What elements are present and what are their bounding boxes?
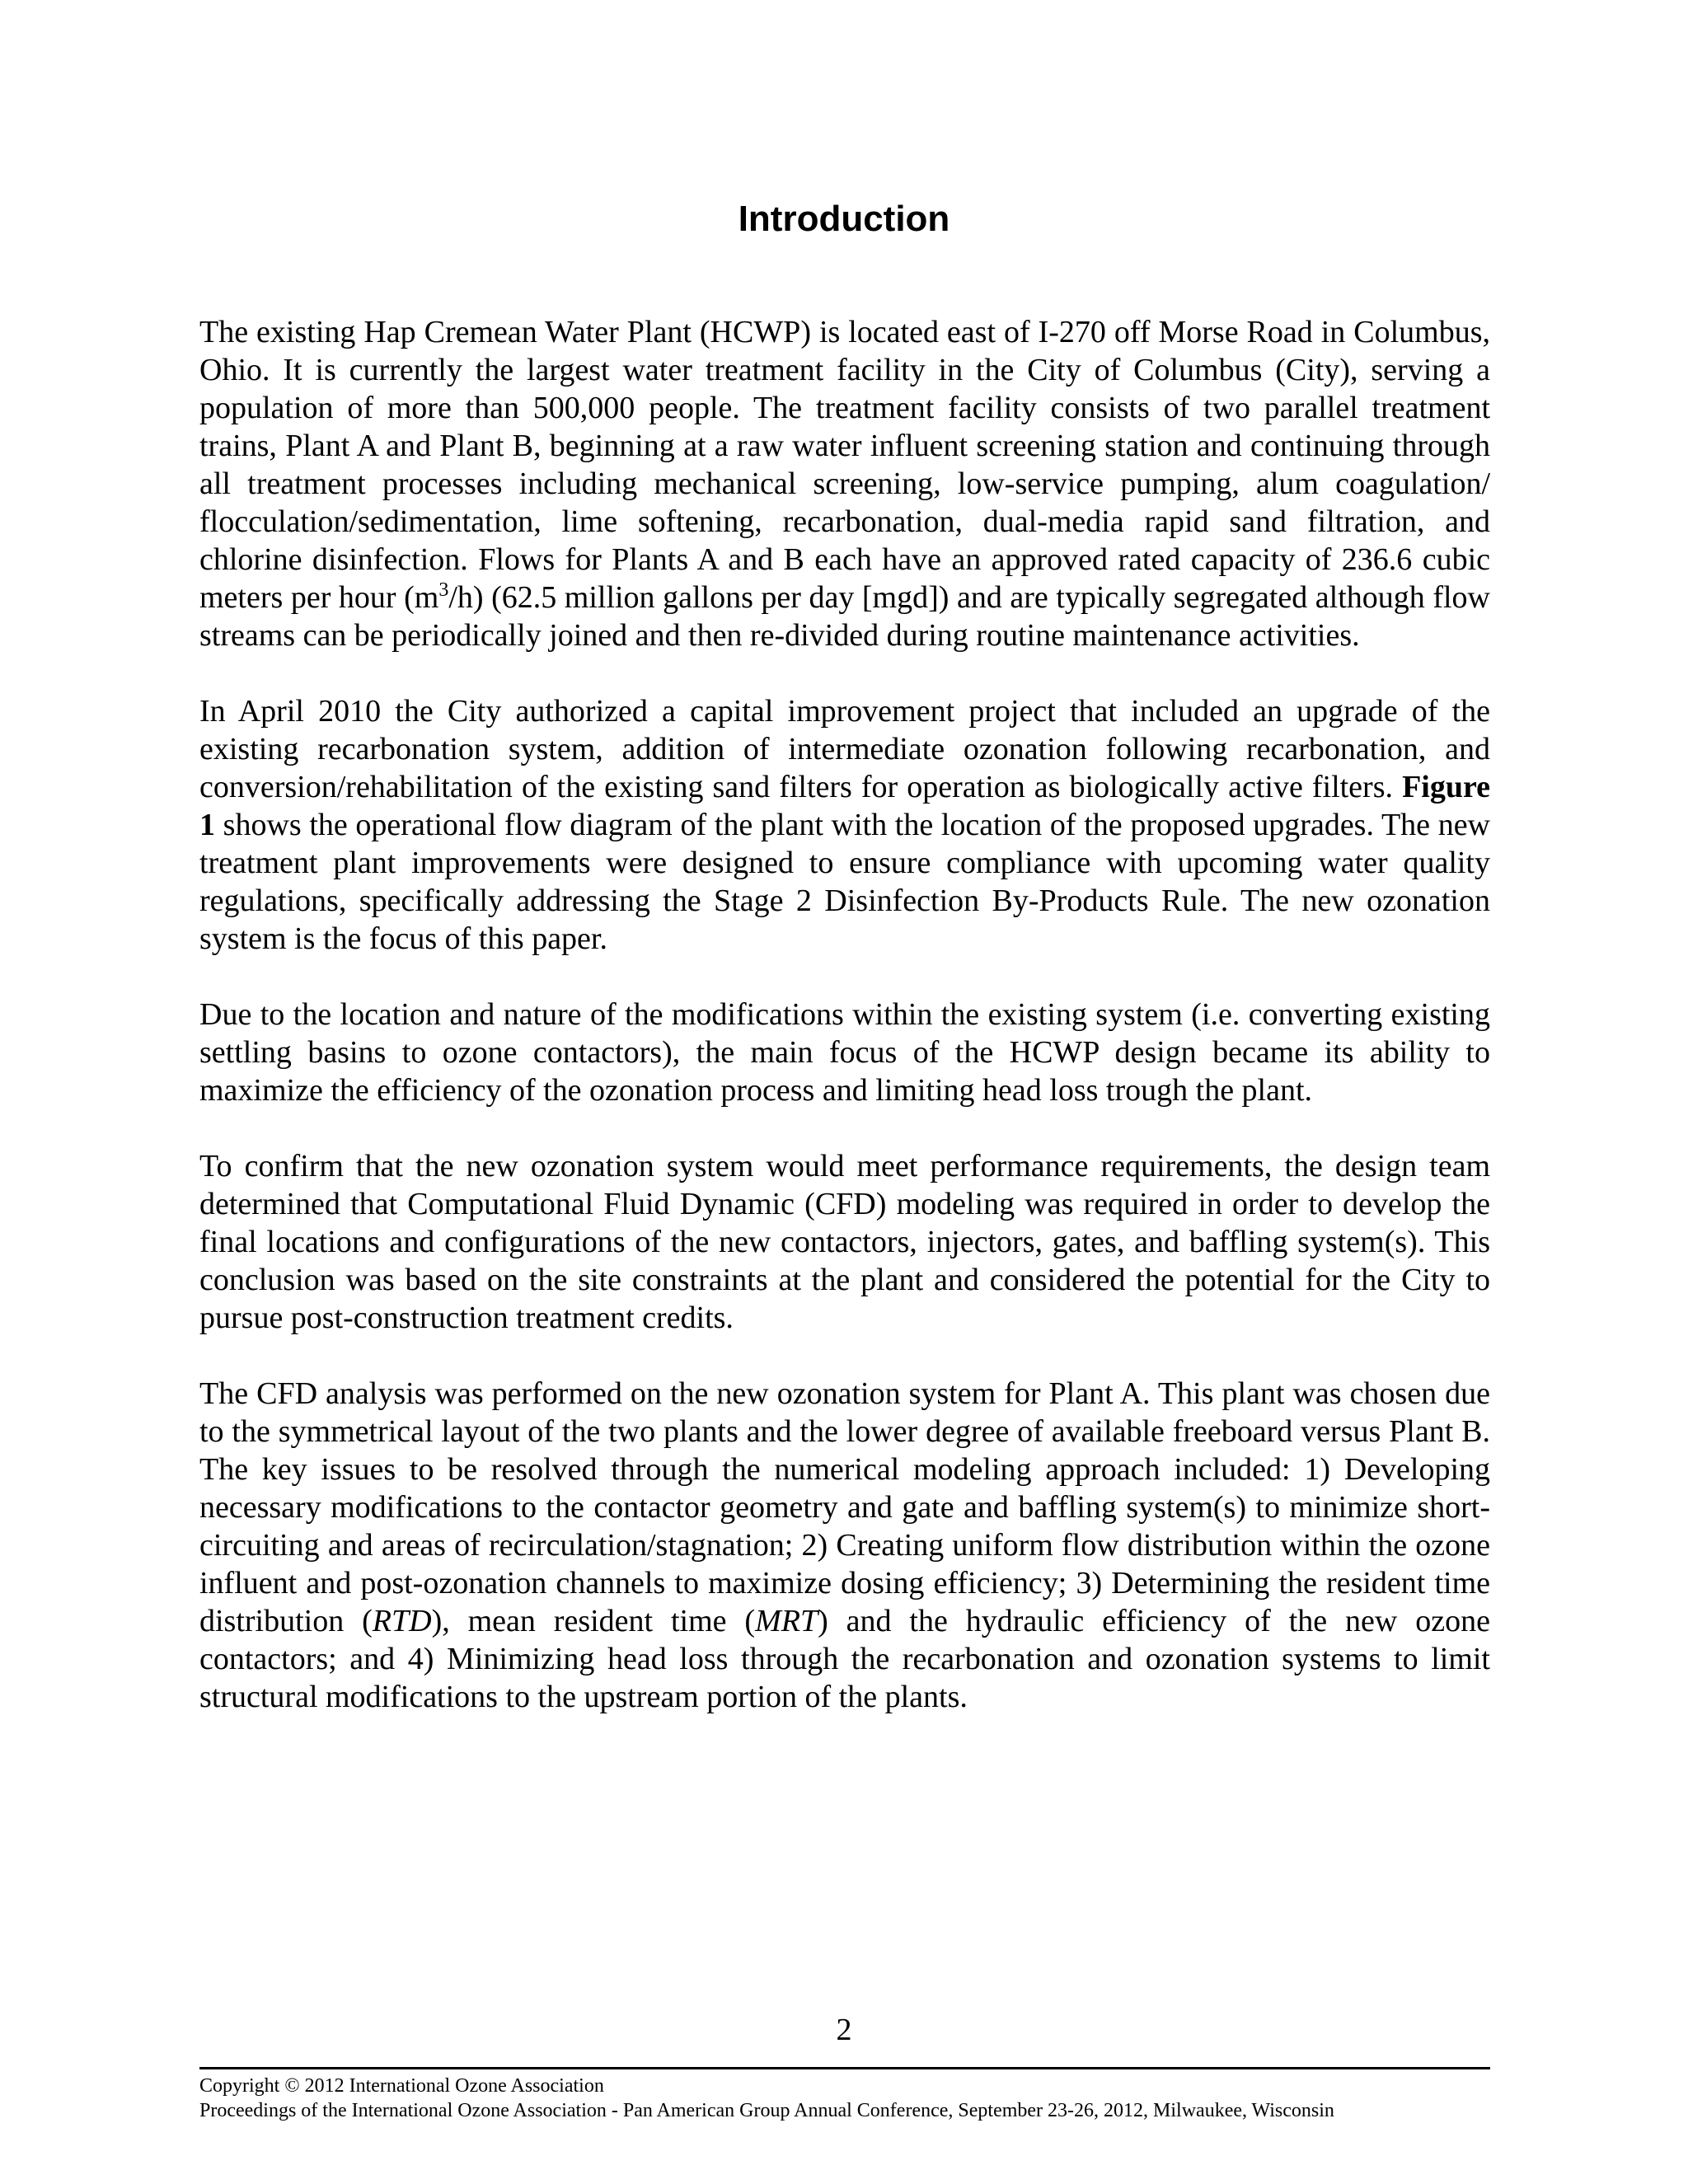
footer-proceedings: Proceedings of the International Ozone Association - Pan American Group Annual Conference, September 23-26, 2012, Milwaukee, Wisconsin	[199, 2100, 1334, 2121]
figure-reference: Figure 1	[199, 770, 1491, 842]
superscript-3: 3	[438, 579, 449, 601]
mrt-term: MRT	[755, 1604, 818, 1638]
paragraph-3	[199, 996, 1490, 1109]
paragraph-2-text-after: shows the operational flow diagram of the plant with the location of the proposed upgrades. The new treatment plant improvements were designed to ensure compliance with upcoming water quality regulations, specifically addressing the Stage 2 Disinfection By-Products Rule. The new ozonation system is the focus of this paper.	[199, 808, 1490, 956]
paragraph-3-text: Due to the location and nature of the modifications within the existing system (i.e. converting existing settling basins to ozone contactors), the main focus of the HCWP design became its ability to maximize the efficiency of the ozonation process and limiting head loss trough the plant.	[199, 997, 1490, 1108]
page-number: 2	[836, 2013, 852, 2047]
paragraph-4	[199, 1147, 1490, 1337]
footer	[199, 2074, 1535, 2123]
footer-copyright: Copyright © 2012 International Ozone Association	[199, 2075, 604, 2097]
paragraph-5-text: The CFD analysis was performed on the new ozonation system for Plant A. This plant was chosen due to the symmetrical layout of the two plants and the lower degree of available freeboard versus Plant B. The key issues to be resolved through the numerical modeling approach included: 1) Developing necessary modifications to the contactor geometry and gate and baffling system(s) to minimize short-circuiting and areas of recirculation/stagnation; 2) Creating uniform flow distribution within the ozone influent and post-ozonation channels to maximize dosing efficiency; 3) Determining the resident time distribution (	[199, 1376, 1490, 1638]
section-heading: Introduction	[738, 199, 950, 239]
paragraph-5	[199, 1375, 1490, 1716]
paragraph-4-text: To confirm that the new ozonation system would meet performance requirements, the design team determined that Computational Fluid Dynamic (CFD) modeling was required in order to develop the final locations and configurations of the new contactors, injectors, gates, and baffling system(s). This conclusion was based on the site constraints at the plant and considered the potential for the City to pursue post-construction treatment credits.	[199, 1149, 1490, 1335]
footer-divider	[199, 2067, 1490, 2069]
paragraph-1-text-after: /h) (62.5 million gallons per day [mgd]) and are typically segregated although flow streams can be periodically joined and then re-divided during routine maintenance activities.	[199, 580, 1490, 653]
paragraph-1-text: The existing Hap Cremean Water Plant (HCWP) is located east of I-270 off Morse Road in Columbus, Ohio. It is currently the largest water treatment facility in the City of Columbus (City), serving a population of more than 500,000 people. The treatment facility consists of two parallel treatment trains, Plant A and Plant B, beginning at a raw water influent screening station and continuing through all treatment processes including mechanical screening, low-service pumping, alum coagulation/ flocculation/sedimentation, lime softening, recarbonation, dual-media rapid sand filtration, and chlorine disinfection. Flows for Plants A and B each have an approved rated capacity of 236.6 cubic meters per hour (m	[199, 315, 1490, 615]
paragraph-1	[199, 313, 1490, 654]
paragraph-2-text: In April 2010 the City authorized a capital improvement project that included an upgrade of the existing recarbonation system, addition of intermediate ozonation following recarbonation, and conversion/rehabilitation of the existing sand filters for operation as biologically active filters.	[199, 694, 1490, 804]
paragraph-5-text-after: ) and the hydraulic efficiency of the new ozone contactors; and 4) Minimizing head loss through the recarbonation and ozonation systems to limit structural modifications to the upstream portion of the plants.	[199, 1604, 1490, 1714]
paragraph-2	[199, 692, 1490, 958]
paragraph-5-text-mid: ), mean resident time (	[431, 1604, 756, 1638]
body-text	[199, 313, 1490, 1716]
rtd-term: RTD	[372, 1604, 432, 1638]
